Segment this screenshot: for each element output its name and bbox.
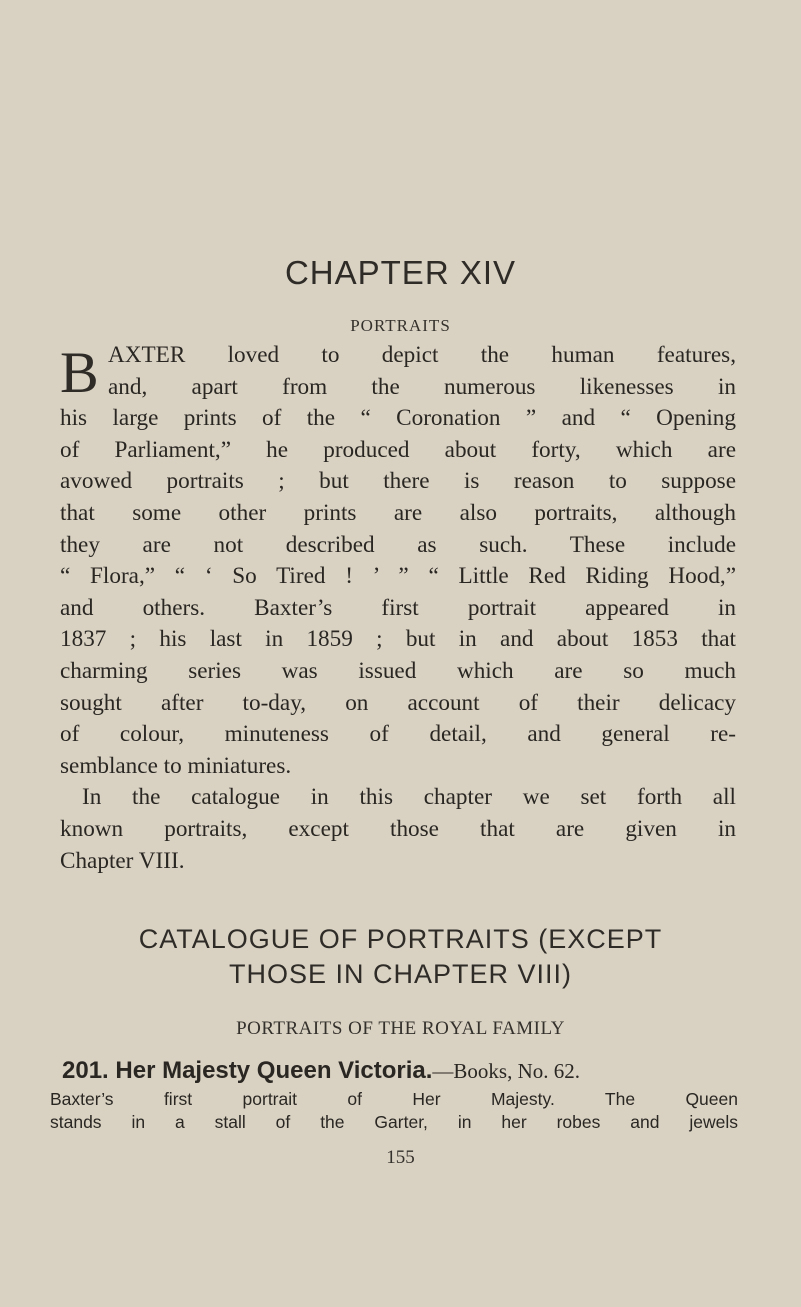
text-line: Baxter’s first portrait of Her Majesty. The Queen: [50, 1089, 738, 1109]
text-line: sought after to-day, on account of their delicacy: [60, 689, 736, 716]
section-title: PORTRAITS: [350, 316, 451, 335]
text-line: Chapter VIII.: [60, 847, 185, 874]
catalogue-title-line-2: THOSE IN CHAPTER VIII): [228, 959, 573, 989]
catalogue-title: [0, 922, 801, 992]
catalogue-title-line-1: CATALOGUE OF PORTRAITS (EXCEPT: [138, 924, 663, 954]
catalogue-entry: [50, 1056, 738, 1134]
text-line: they are not described as such. These include: [60, 531, 736, 558]
entry-description: [50, 1088, 738, 1134]
text-line: that some other prints are also portraits, although: [60, 499, 736, 526]
text-line: and, apart from the numerous likenesses in: [108, 373, 736, 400]
text-line: semblance to miniatures.: [60, 752, 292, 779]
entry-number: 201.: [62, 1057, 109, 1084]
text-line: known portraits, except those that are given in: [60, 815, 736, 842]
text-line: In the catalogue in this chapter we set forth all: [82, 784, 736, 811]
paragraph-1: [60, 340, 736, 782]
text-line: charming series was issued which are so much: [60, 657, 736, 684]
body-text: [60, 340, 736, 877]
paragraph-2: [60, 782, 736, 877]
text-line: and others. Baxter’s first portrait appeared in: [60, 594, 736, 621]
text-line: AXTER loved to depict the human features,: [108, 342, 736, 368]
chapter-title: CHAPTER XIV: [284, 254, 517, 291]
text-line: his large prints of the “ Coronation ” and “ Opening: [60, 405, 736, 432]
catalogue-subtitle: PORTRAITS OF THE ROYAL FAMILY: [236, 1018, 565, 1039]
page-number: 155: [386, 1147, 415, 1168]
drop-cap: B: [60, 340, 99, 405]
entry-heading: [62, 1056, 738, 1086]
text-line: “ Flora,” “ ‘ So Tired ! ’ ” “ Little Red Riding Hood,”: [60, 563, 736, 590]
text-line: of colour, minuteness of detail, and general re-: [60, 721, 736, 748]
text-line: of Parliament,” he produced about forty, which are: [60, 436, 736, 463]
entry-name: Her Majesty Queen Victoria.: [115, 1057, 433, 1084]
text-line: stands in a stall of the Garter, in her robes and jewels: [50, 1112, 738, 1132]
text-line: 1837 ; his last in 1859 ; but in and about 1853 that: [60, 626, 736, 653]
text-line: avowed portraits ; but there is reason to suppose: [60, 468, 736, 495]
entry-reference: —Books, No. 62.: [432, 1059, 581, 1083]
